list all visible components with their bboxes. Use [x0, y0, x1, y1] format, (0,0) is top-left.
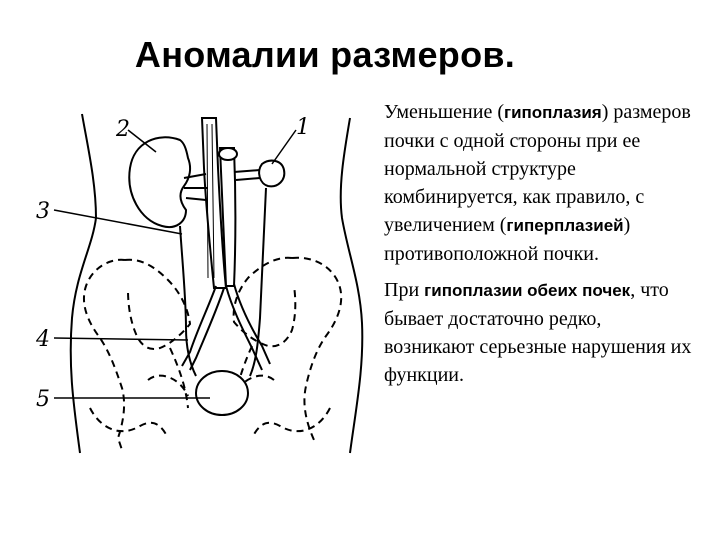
- p2-term-bilateral-hypoplasia: гипоплазии обеих почек: [424, 281, 631, 300]
- p2-text-2: , что бывает достаточно редко, возникают серьезные нарушения их функции.: [384, 279, 692, 386]
- slide-title: Аномалии размеров.: [134, 34, 516, 75]
- p1-term-hypoplasia: гипоплазия: [503, 103, 602, 122]
- p1-term-hyperplasia: гиперплазией: [506, 216, 624, 235]
- pelvis-left-wing: [84, 260, 125, 450]
- vena-cava-top: [219, 148, 237, 160]
- torso-left-outline: [71, 114, 96, 453]
- bladder: [196, 371, 248, 415]
- description-text: [384, 98, 694, 397]
- hypoplastic-kidney-vessels: [234, 170, 260, 180]
- pelvis-right-ridge: [234, 258, 296, 347]
- urinary-system-drawing: [30, 108, 375, 460]
- figure-label-5: 5: [36, 387, 50, 412]
- torso-right-outline: [341, 118, 363, 453]
- figure-label-3: 3: [36, 199, 50, 224]
- anatomy-illustration: [30, 108, 375, 460]
- pelvis-left-ridge: [125, 260, 190, 349]
- figure-label-4: 4: [36, 327, 50, 352]
- right-iliac-vessels: [226, 284, 270, 370]
- hypoplastic-kidney: [259, 161, 284, 187]
- paragraph-hypoplasia-unilateral: [384, 98, 694, 268]
- paragraph-hypoplasia-bilateral: [384, 276, 694, 389]
- leader-line-1: [272, 130, 296, 164]
- leader-line-4: [54, 338, 188, 340]
- pelvis-right-wing: [292, 258, 341, 440]
- figure-label-2: 2: [116, 117, 130, 142]
- p1-text-2: ) размеров почки с одной стороны при ее нормальной структуре комбинируется, как правило, с увеличением (: [384, 101, 691, 236]
- p1-text-1: Уменьшение (: [384, 101, 504, 123]
- figure-label-1: 1: [296, 115, 310, 140]
- p1-text-3: ) противоположной почки.: [384, 214, 631, 265]
- normal-kidney: [129, 137, 190, 227]
- p2-text-1: При: [384, 279, 425, 301]
